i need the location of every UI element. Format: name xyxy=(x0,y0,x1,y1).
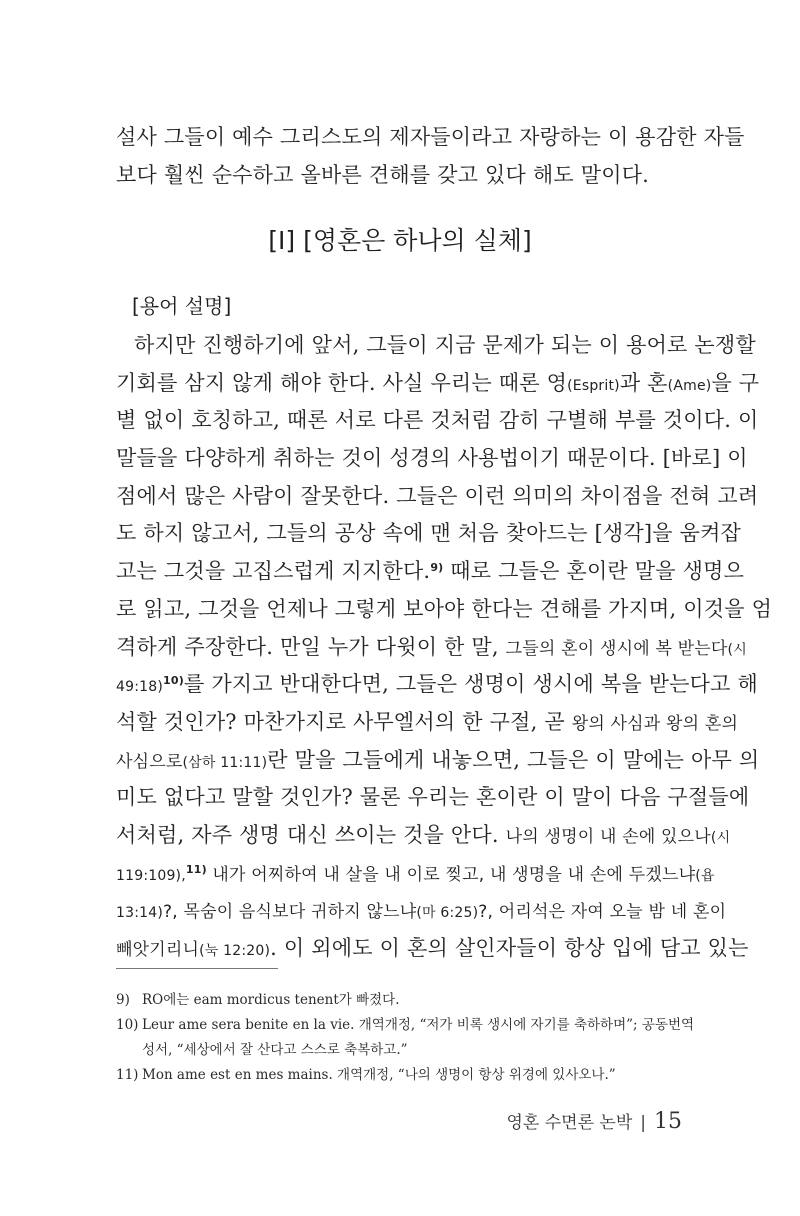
footnote-number: 9) xyxy=(116,992,130,1008)
scripture-ref: (욥 xyxy=(695,867,715,884)
scripture-quote: 내가 어찌하여 내 살을 내 이로 찢고, 내 생명을 내 손에 두겠느냐 xyxy=(206,864,696,885)
text-line: 미도 없다고 말할 것인가? 물론 우리는 혼이란 이 말이 다음 구절들에 xyxy=(116,785,750,810)
footnotes xyxy=(116,988,706,1088)
intro-paragraph xyxy=(116,119,745,194)
footnote xyxy=(116,1063,706,1088)
text-run: 고는 그것을 고집스럽게 지지한다. xyxy=(116,559,431,584)
text-run: 서처럼, 자주 생명 대신 쓰이는 것을 안다. xyxy=(116,822,506,847)
term-gloss: (Ame) xyxy=(667,377,712,394)
footnote-divider xyxy=(116,968,278,969)
scripture-ref: (눅 12:20) xyxy=(199,943,271,959)
page-number: 15 xyxy=(654,1109,682,1134)
footnote-text: Mon ame est en mes mains. 개역개정, “나의 생명이 항상 위경에 있사오나.” xyxy=(142,1067,616,1083)
running-title: 영혼 수면론 논박 xyxy=(506,1113,633,1133)
scripture-quote: 사심으로 xyxy=(116,751,183,772)
text-run: 를 가지고 반대한다면, 그들은 생명이 생시에 복을 받는다고 해 xyxy=(183,672,758,697)
text-line xyxy=(116,742,760,780)
scripture-quote: 빼앗기리니 xyxy=(116,940,200,960)
section-heading: [I] [영혼은 하나의 실체] xyxy=(268,226,532,255)
scripture-quote: ?, 목숨이 음식보다 귀하지 않느냐 xyxy=(163,902,417,923)
scripture-ref: 119:109), xyxy=(116,867,186,884)
text-line: 별 없이 호칭하고, 때론 서로 다른 것처럼 감히 구별해 부를 것이다. 이 xyxy=(116,408,759,433)
text-run: 격하게 주장한다. 만일 누가 다윗이 한 말, xyxy=(116,634,506,659)
text-run: 기회를 삼지 않게 해야 한다. 사실 우리는 때론 영 xyxy=(116,370,568,395)
text-line xyxy=(116,704,739,742)
text-run: 때로 그들은 혼이란 말을 생명으 xyxy=(443,559,745,584)
running-footer xyxy=(507,1108,683,1134)
text-run: 을 구 xyxy=(711,370,760,395)
subsection-heading: [용어 설명] xyxy=(132,294,232,318)
scripture-quote: 나의 생명이 내 손에 있으나 xyxy=(505,826,711,847)
text-line xyxy=(116,365,760,403)
footnote-ref: 10) xyxy=(163,674,184,688)
footnote-ref: 11) xyxy=(185,862,207,876)
footnote-number: 10) xyxy=(116,1017,139,1033)
text-line: 로 읽고, 그것을 언제나 그렇게 보아야 한다는 견해를 가지며, 이것을 엄 xyxy=(116,596,773,621)
scripture-quote: 왕의 사심과 왕의 혼의 xyxy=(571,713,739,734)
text-line: 도 하지 않고서, 그들의 공상 속에 맨 처음 찾아드는 [생각]을 움켜잡 xyxy=(116,521,742,546)
text-line xyxy=(116,892,727,930)
text-line: 점에서 많은 사람이 잘못한다. 그들은 이런 의미의 차이점을 전혀 고려 xyxy=(116,483,759,508)
scripture-ref: (마 6:25) xyxy=(416,905,479,922)
text-line xyxy=(116,817,731,855)
body-paragraph xyxy=(116,327,773,968)
footnote-ref: 9) xyxy=(430,561,444,575)
scripture-ref: 13:14) xyxy=(116,905,164,922)
text-line: 말들을 다양하게 취하는 것이 성경의 사용법이기 때문이다. [바로] 이 xyxy=(116,446,748,471)
scripture-ref: (시 xyxy=(710,829,731,846)
scripture-ref: (삼하 11:11) xyxy=(182,754,268,771)
text-line: 하지만 진행하기에 앞서, 그들이 지금 문제가 되는 이 용어로 논쟁할 xyxy=(134,333,756,357)
text-line xyxy=(116,629,747,667)
term-gloss: (Esprit) xyxy=(567,377,620,394)
footnote-text: Leur ame sera benite en la vie. 개역개정, “저가 비록 생시에 자기를 축하하며”; 공동번역 xyxy=(142,1017,695,1033)
scripture-ref: (시 xyxy=(727,641,747,658)
text-line xyxy=(116,553,745,591)
footnote-continuation: 성서, “세상에서 잘 산다고 스스로 축복하고.” xyxy=(142,1042,408,1058)
text-line xyxy=(116,666,758,704)
footnote-text: RO에는 eam mordicus tenent가 빠졌다. xyxy=(142,992,400,1008)
footnote xyxy=(116,1013,706,1038)
footnote-number: 11) xyxy=(116,1067,139,1083)
text-line: 설사 그들이 예수 그리스도의 제자들이라고 자랑하는 이 용감한 자들 xyxy=(116,125,745,149)
scripture-quote: ?, 어리석은 자여 오늘 밤 네 혼이 xyxy=(478,902,727,923)
scripture-quote: 그들의 혼이 생시에 복 받는다 xyxy=(505,638,728,659)
text-run: 과 혼 xyxy=(619,370,668,395)
scripture-ref: 49:18) xyxy=(116,679,164,696)
text-line xyxy=(116,930,749,968)
text-run: . 이 외에도 이 혼의 살인자들이 항상 입에 담고 있는 xyxy=(270,936,749,960)
text-run: 란 말을 그들에게 내놓으면, 그들은 이 말에는 아무 의 xyxy=(267,747,760,772)
text-run: 석할 것인가? 마찬가지로 사무엘서의 한 구절, 곧 xyxy=(116,709,572,734)
footer-separator: | xyxy=(640,1113,646,1133)
text-line: 보다 훨씬 순수하고 올바른 견해를 갖고 있다 해도 말이다. xyxy=(116,162,650,187)
footnote xyxy=(116,988,706,1013)
text-line xyxy=(116,855,715,893)
